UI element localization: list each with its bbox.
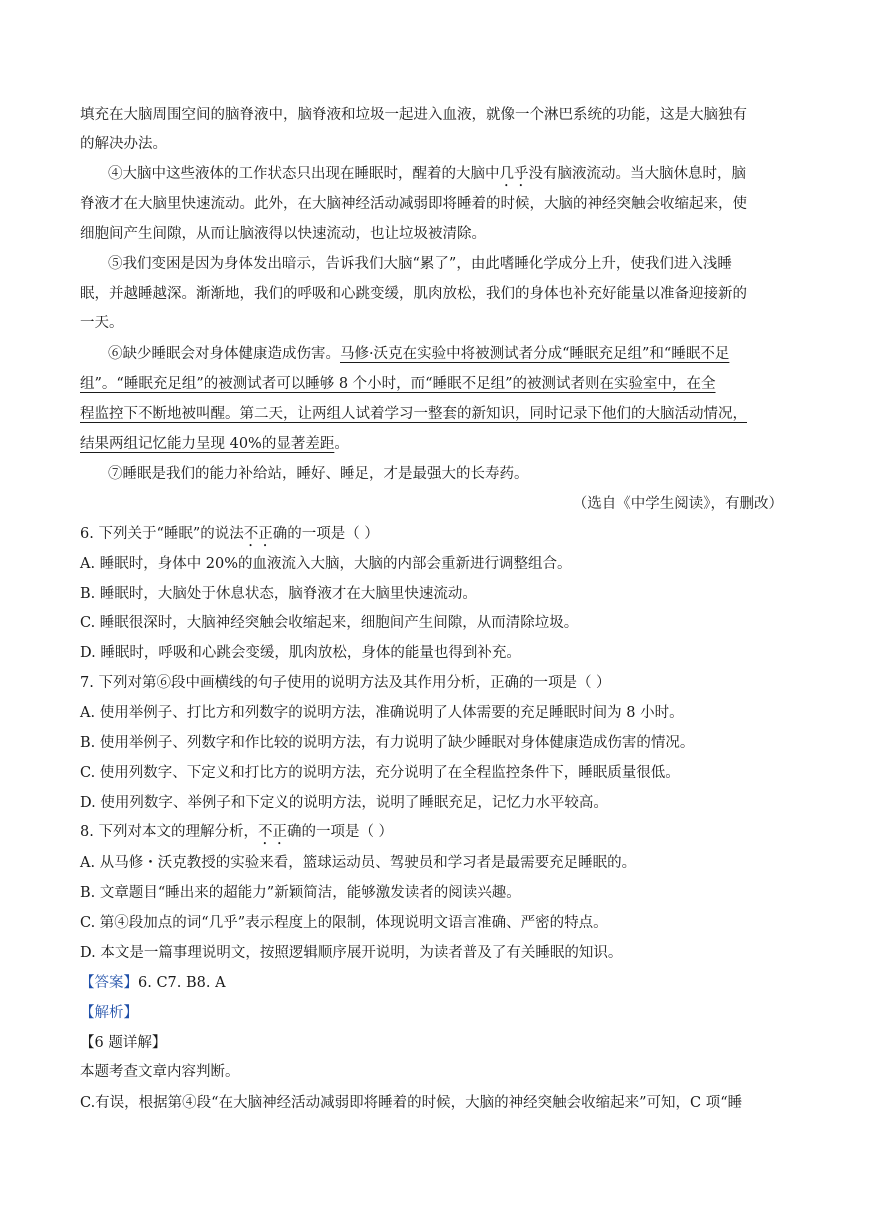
paragraph-6-line-4 xyxy=(80,434,349,454)
question-6-option-b: B. 睡眠时，大脑处于休息状态，脑脊液才在大脑里快速流动。 xyxy=(80,586,477,602)
paragraph-6-end-mark: 。 xyxy=(334,436,349,452)
analysis-line-2: C.有误，根据第④段“在大脑神经活动减弱即将睡着的时候，大脑的神经突触会收缩起来”可知，C 项“睡 xyxy=(80,1095,743,1111)
paragraph-4-line-3: 细胞间产生间隙，从而让脑液得以快速流动，也让垃圾被清除。 xyxy=(80,226,486,242)
paragraph-5-line-1: ⑤我们变困是因为身体发出暗示，告诉我们大脑“累了”，由此嗜睡化学成分上升，使我们进入浅睡 xyxy=(108,256,732,272)
answer-tag: 【答案】 xyxy=(80,975,138,991)
analysis-subheading: 【6 题详解】 xyxy=(80,1035,167,1051)
paragraph-5-line-3: 一天。 xyxy=(80,315,124,331)
question-6-stem-b: 确的一项是（ ） xyxy=(272,526,379,542)
paragraph-3-line-2: 的解决办法。 xyxy=(80,136,167,152)
paragraph-3-line-1: 填充在大脑周围空间的脑脊液中，脑脊液和垃圾一起进入血液，就像一个淋巴系统的功能，这是大脑独有 xyxy=(80,107,747,123)
question-6-emphasis: 不正 xyxy=(243,526,273,542)
underlined-sentence-part-4: 结果两组记忆能力呈现 40%的显著差距 xyxy=(80,436,335,452)
question-6-option-c: C. 睡眠很深时，大脑神经突触会收缩起来，细胞间产生间隙，从而清除垃圾。 xyxy=(80,615,579,631)
paragraph-4-text-a: ④大脑中这些液体的工作状态只出现在睡眠时，醒着的大脑中 xyxy=(108,166,500,182)
question-7-option-d: D. 使用列数字、举例子和下定义的说明方法，说明了睡眠充足，记忆力水平较高。 xyxy=(80,795,608,811)
underlined-sentence-part-3: 程监控下不断地被叫醒。第二天，让两组人试着学习一整套的新知识，同时记录下他们的大脑活动情况， xyxy=(80,406,747,422)
question-8-stem-b: 确的一项是（ ） xyxy=(286,824,394,840)
analysis-line-1: 本题考查文章内容判断。 xyxy=(80,1064,240,1080)
question-6-stem xyxy=(80,524,379,550)
question-8-stem-a: 8. 下列对本文的理解分析， xyxy=(80,824,258,840)
answer-line xyxy=(80,973,226,993)
paragraph-7: ⑦睡眠是我们的能力补给站，睡好、睡足，才是最强大的长寿药。 xyxy=(108,466,529,482)
answer-text: 6. C7. B8. A xyxy=(138,975,226,991)
emphasized-word-jihu: 几乎 xyxy=(499,166,529,182)
question-7-option-c: C. 使用列数字、下定义和打比方的说明方法，充分说明了在全程监控条件下，睡眠质量很低。 xyxy=(80,765,680,781)
question-6-option-d: D. 睡眠时，呼吸和心跳会变缓，肌肉放松，身体的能量也得到补充。 xyxy=(80,645,521,661)
question-6-stem-a: 6. 下列关于“睡眠”的说法 xyxy=(80,526,244,542)
paragraph-6-line-1 xyxy=(108,344,729,364)
question-8-stem xyxy=(80,822,393,848)
question-7-option-b: B. 使用举例子、列数字和作比较的说明方法，有力说明了缺少睡眠对身体健康造成伤害的情况。 xyxy=(80,735,695,751)
question-8-emphasis: 不正 xyxy=(257,824,287,840)
question-8-option-b: B. 文章题目“睡出来的超能力”新颖简洁，能够激发读者的阅读兴趣。 xyxy=(80,885,521,901)
question-8-option-c: C. 第④段加点的词“几乎”表示程度上的限制，体现说明文语言准确、严密的特点。 xyxy=(80,915,608,931)
question-8-option-d: D. 本文是一篇事理说明文，按照逻辑顺序展开说明，为读者普及了有关睡眠的知识。 xyxy=(80,945,623,961)
paragraph-4-line-1 xyxy=(108,164,746,190)
paragraph-4-line-2: 脊液才在大脑里快速流动。此外，在大脑神经活动减弱即将睡着的时候，大脑的神经突触会收缩起来，使 xyxy=(80,196,747,212)
source-note: （选自《中学生阅读》，有删改） xyxy=(572,496,783,512)
question-7-stem: 7. 下列对第⑥段中画横线的句子使用的说明方法及其作用分析，正确的一项是（ ） xyxy=(80,675,611,691)
underlined-sentence-part-2: 组”。“睡眠充足组”的被测试者可以睡够 8 个小时，而“睡眠不足组”的被测试者则在实验室中，在全 xyxy=(80,376,716,392)
paragraph-5-line-2: 眠，并越睡越深。渐渐地，我们的呼吸和心跳变缓，肌肉放松，我们的身体也补充好能量以准备迎接新的 xyxy=(80,286,747,302)
question-7-option-a: A. 使用举例子、打比方和列数字的说明方法，准确说明了人体需要的充足睡眠时间为 8 小时。 xyxy=(80,705,684,721)
paragraph-4-text-b: 没有脑液流动。当大脑休息时，脑 xyxy=(528,166,746,182)
question-6-option-a: A. 睡眠时，身体中 20%的血液流入大脑，大脑的内部会重新进行调整组合。 xyxy=(80,556,572,572)
question-8-option-a: A. 从马修・沃克教授的实验来看，篮球运动员、驾驶员和学习者是最需要充足睡眠的。 xyxy=(80,855,637,871)
analysis-tag: 【解析】 xyxy=(80,1005,138,1021)
underlined-sentence-part-1: 马修·沃克在实验中将被测试者分成“睡眠充足组”和“睡眠不足 xyxy=(340,346,730,362)
paragraph-6-text-a: ⑥缺少睡眠会对身体健康造成伤害。 xyxy=(108,346,340,362)
